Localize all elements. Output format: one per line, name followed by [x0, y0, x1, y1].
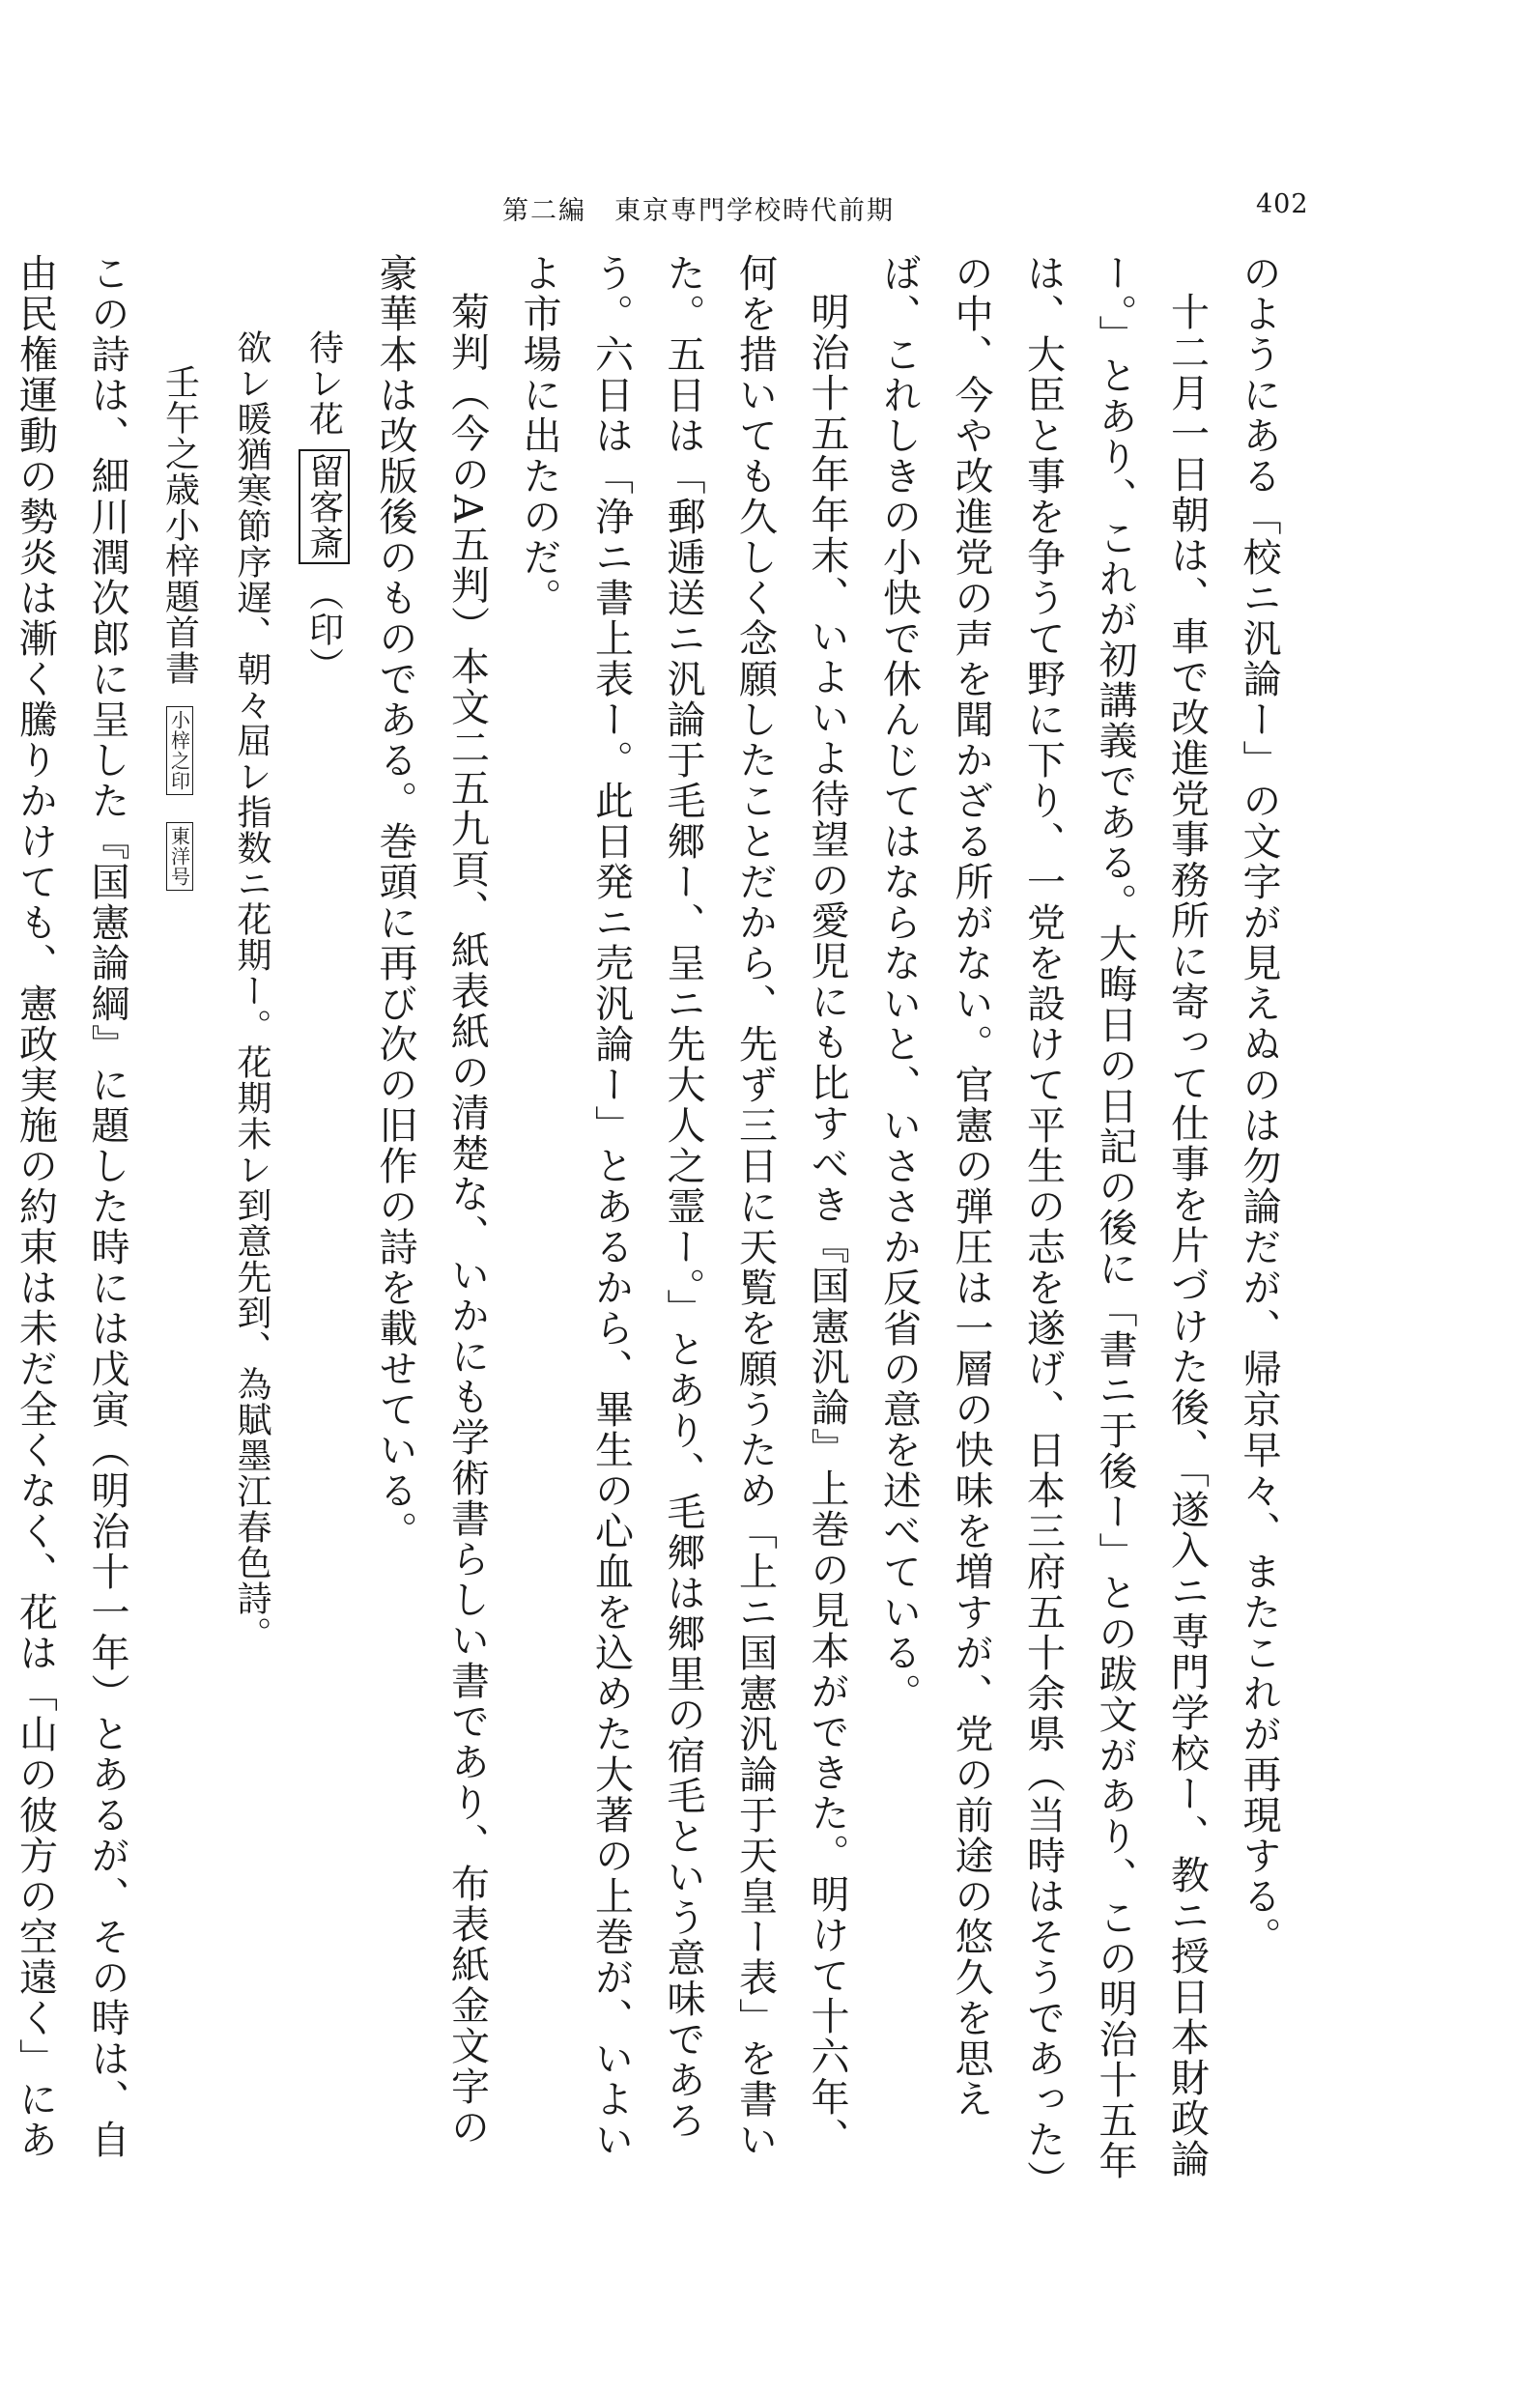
body-text — [13, 253, 1295, 2185]
poem-title-line — [287, 253, 359, 2185]
seal-koazusa: 小梓之印 — [166, 706, 193, 795]
paragraph-4: 菊判（今のA五判）本文二五九頁、紙表紙の清楚な、いかにも学術書らしい書であり、布表紙金文字の豪華本は改版後のものである。巻頭に再び次の旧作の詩を載せている。 — [373, 253, 490, 2148]
paragraph-1: のようにある「校ニ汎論ー」の文字が見えぬのは勿論だが、帰京早々、またこれが再現する。 — [1237, 253, 1281, 1957]
running-head: 第二編 東京専門学校時代前期 — [502, 196, 895, 226]
page-number: 402 — [1256, 189, 1309, 219]
closing-paragraph: この詩は、細川潤次郎に呈した『国憲論綱』に題した時には戊寅（明治十一年）とあるが、その時は、自由民権運動の勢炎は漸く騰りかけても、憲政実施の約束は未だ全くなく、花は「山の彼方の空遠く」にあ — [13, 253, 129, 2160]
poem-signature: 壬午之歳小梓題首書 — [159, 364, 200, 687]
studio-name-box: 留客斎 — [299, 449, 350, 564]
poem-verse: 欲レ暖猶寒節序遅、朝々屈レ指数ニ花期ー。花期未レ到意先到、為賦墨江春色詩。 — [232, 329, 271, 1653]
poem-block — [143, 253, 359, 2185]
paragraph-3: 明治十五年年末、いよいよ待望の愛児にも比すべき『国憲汎論』上巻の見本ができた。明けて十六年、何を措いても久しく念願したことだから、先ず三日に天覧を願うため「上ニ国憲汎論于天皇ー表」を書いた。五日は「郵逓送ニ汎論于毛郷ー、呈ニ先大人之霊ー。」とあり、毛郷は郷里の宿毛という意味であろう。六日は「浄ニ書上表ー。此日発ニ売汎論ー」とあるから、畢生の心血を込めた大著の上巻が、いよいよ市場に出たのだ。 — [517, 253, 849, 2160]
seal-toyo: 東洋号 — [166, 822, 193, 891]
seal-mark: （印） — [303, 576, 344, 684]
poem-title: 待レ花 — [303, 329, 344, 438]
poem-signature-line — [143, 253, 215, 2185]
paragraph-2: 十二月一日朝は、車で改進党事務所に寄って仕事を片づけた後、「遂入ニ専門学校ー、教ニ授日本財政論ー。」とあり、これが初講義である。大晦日の日記の後に「書ニ于後ー」との跋文があり、この明治十五年は、大臣と事を争うて野に下り、一党を設けて平生の志を遂げ、日本三府五十余県（当時はそうであった）の中、今や改進党の声を聞かざる所がない。官憲の弾圧は一層の快味を増すが、党の前途の悠久を思えば、これしきの小快で休んじてはならないと、いささか反省の意を述べている。 — [876, 253, 1210, 2181]
